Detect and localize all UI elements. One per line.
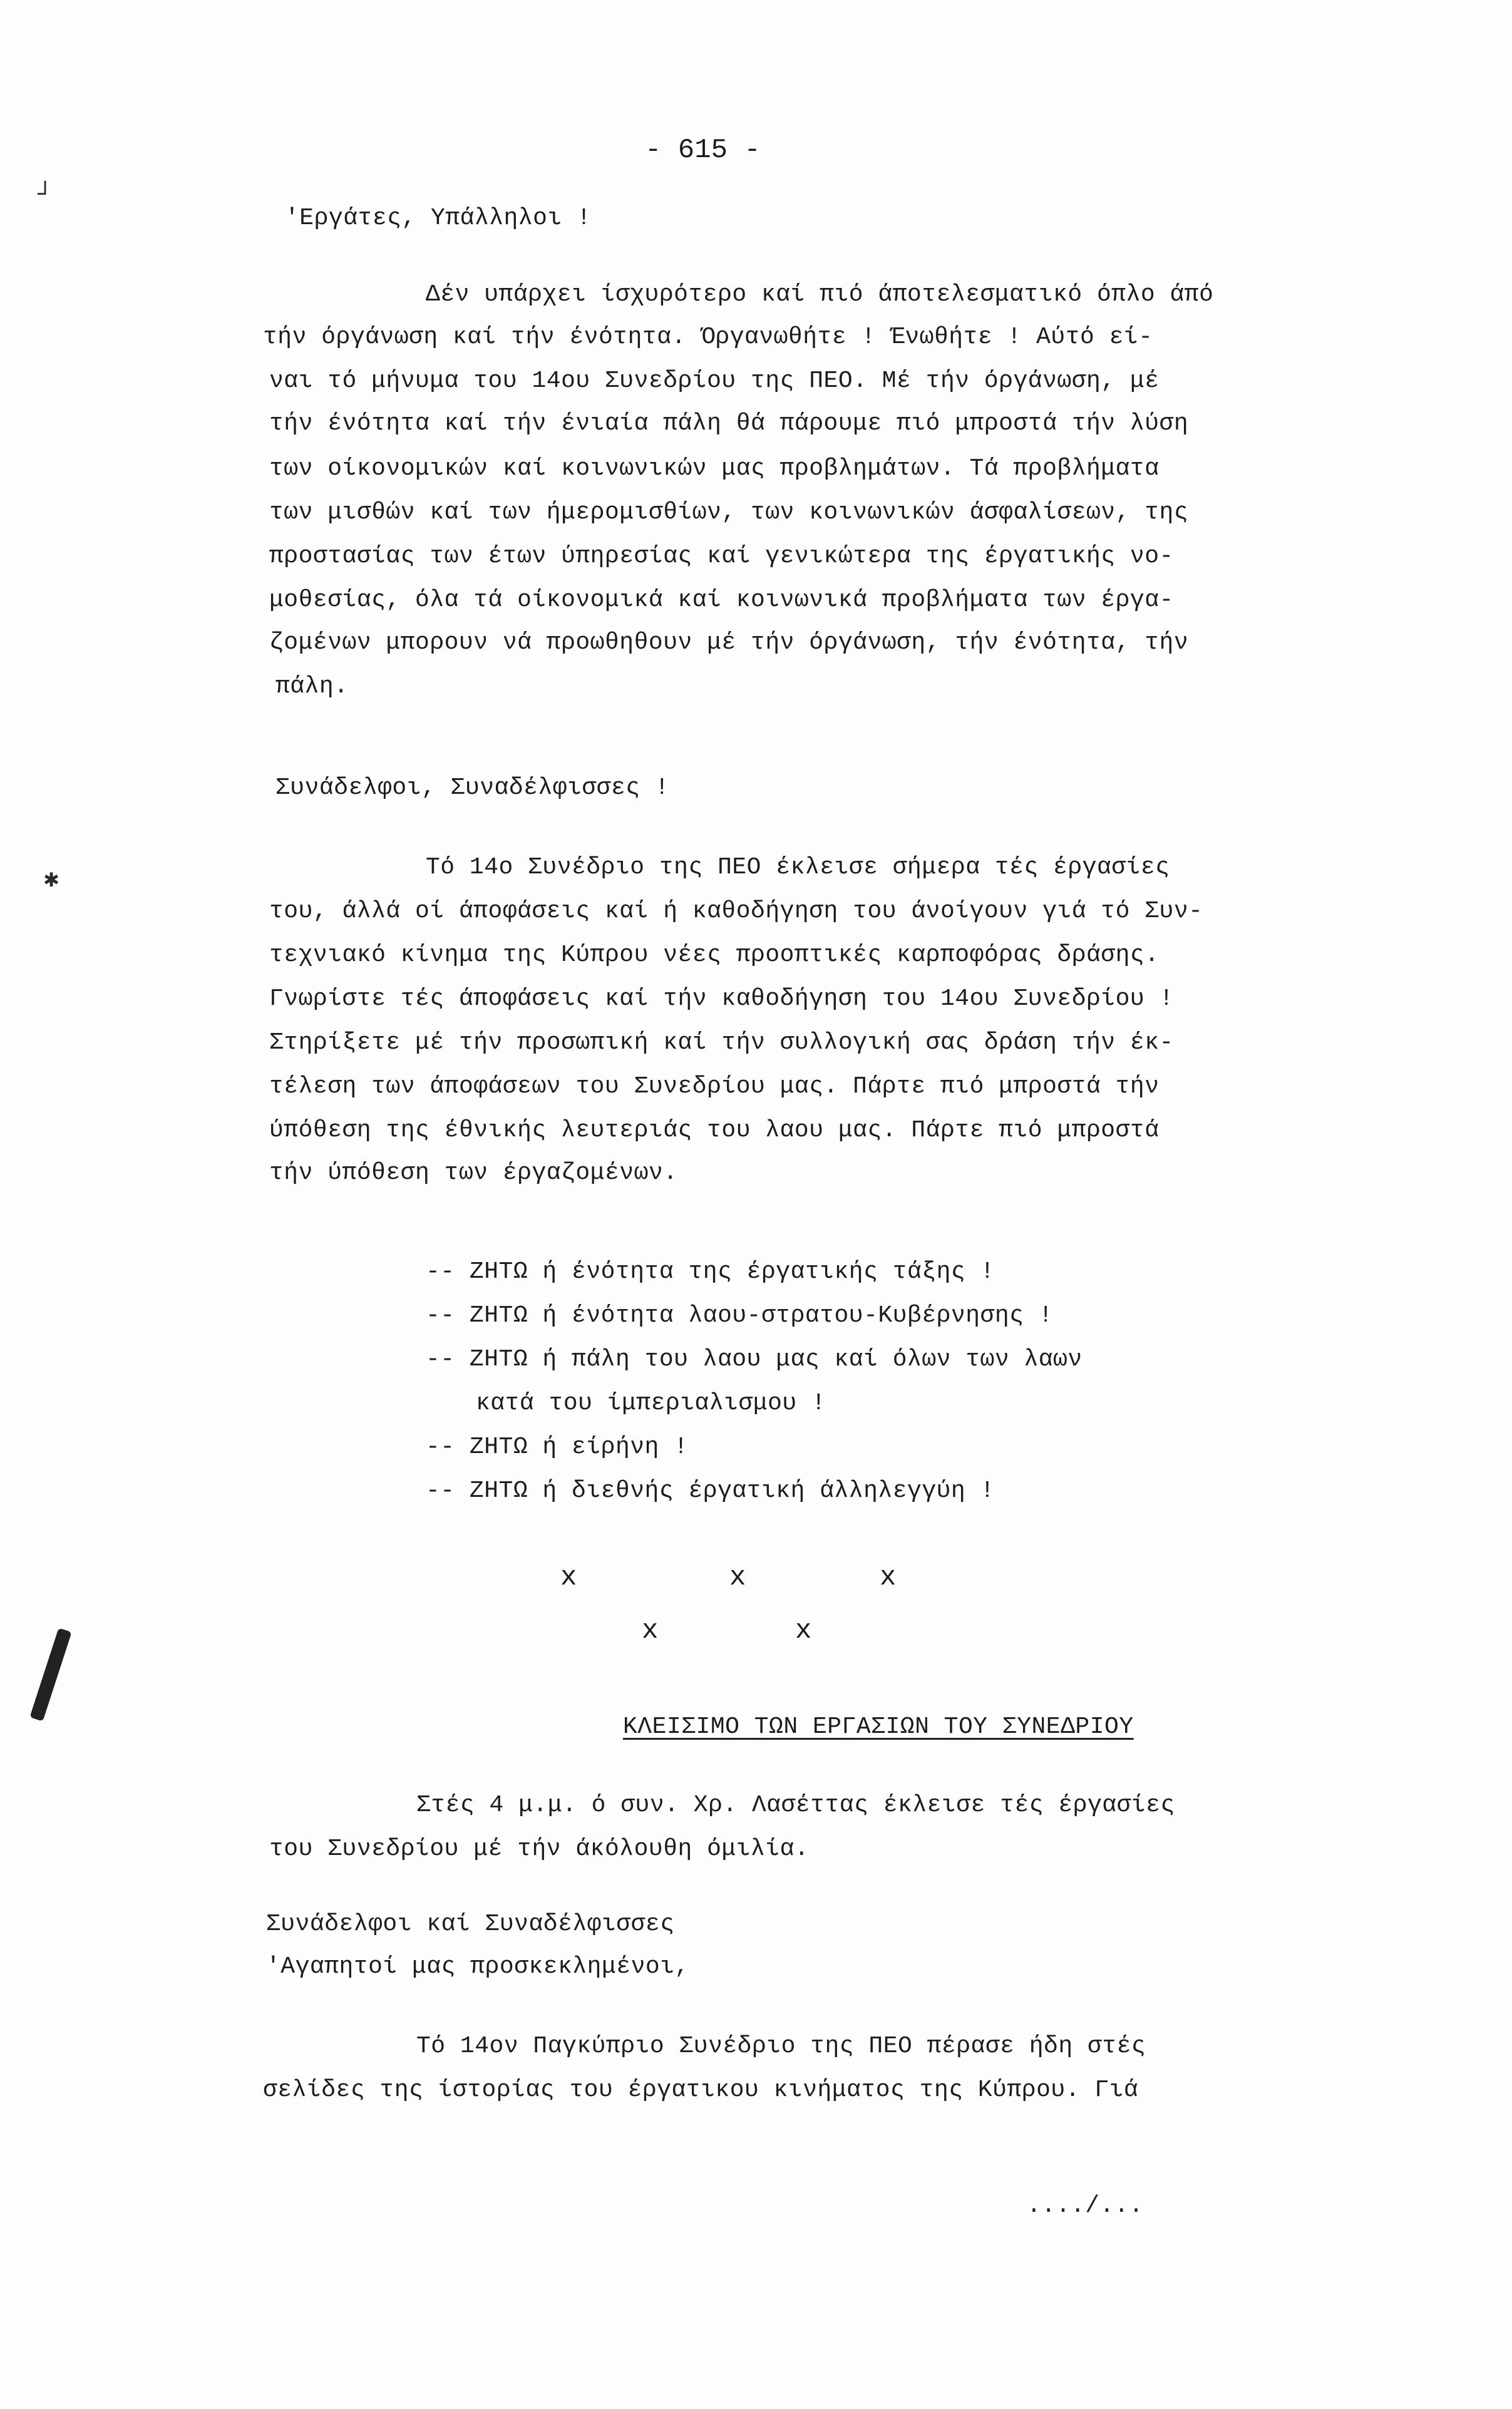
- closing-line: του Συνεδρίου μέ τήν άκόλουθη όμιλία.: [269, 1836, 810, 1862]
- closing-line: Στές 4 μ.μ. ό συν. Χρ. Λασέττας έκλεισε τές έργασίες: [416, 1792, 1175, 1819]
- closing-line: Τό 14ον Παγκύπριο Συνέδριο της ΠΕΟ πέρασε ήδη στές: [416, 2033, 1146, 2060]
- slogan-line: -- ΖΗΤΩ ή ένότητα λαου-στρατου-Κυβέρνησης !: [426, 1302, 1054, 1329]
- body-line: τήν ύπόθεση των έργαζομένων.: [269, 1159, 678, 1186]
- slogan-line: -- ΖΗΤΩ ή διεθνής έργατική άλληλεγγύη !: [426, 1477, 995, 1504]
- body-line: του, άλλά οί άποφάσεις καί ή καθοδήγηση του άνοίγουν γιά τό Συν-: [269, 898, 1203, 925]
- body-line: πάλη.: [275, 673, 349, 700]
- body-line: Γνωρίστε τές άποφάσεις καί τήν καθοδήγηση του 14ου Συνεδρίου !: [269, 985, 1174, 1012]
- slogan-line: -- ΖΗΤΩ ή ένότητα της έργατικής τάξης !: [426, 1258, 995, 1285]
- margin-mark: ✱: [44, 866, 59, 895]
- body-line: των μισθών καί των ήμερομισθίων, των κοινωνικών άσφαλίσεων, της: [269, 499, 1189, 526]
- closing-line: Συνάδελφοι καί Συναδέλφισσες: [266, 1911, 675, 1938]
- margin-mark: ┘: [38, 182, 53, 210]
- separator-mark: x: [880, 1562, 897, 1593]
- body-line: τήν ένότητα καί τήν ένιαία πάλη θά πάρουμε πιό μπροστά τήν λύση: [269, 410, 1189, 437]
- body-line: Στηρίξετε μέ τήν προσωπική καί τήν συλλογική σας δράση τήν έκ-: [269, 1029, 1174, 1056]
- closing-line: 'Αγαπητοί μας προσκεκλημένοι,: [266, 1953, 689, 1980]
- page-number: - 615 -: [645, 135, 761, 166]
- body-line: 'Εργάτες, Υπάλληλοι !: [285, 205, 592, 232]
- section-heading: ΚΛΕΙΣΙΜΟ ΤΩΝ ΕΡΓΑΣΙΩΝ ΤΟΥ ΣΥΝΕΔΡΙΟΥ: [623, 1713, 1134, 1740]
- continuation-mark: ..../...: [1027, 2192, 1144, 2219]
- body-line: ύπόθεση της έθνικής λευτεριάς του λαου μας. Πάρτε πιό μπροστά: [269, 1117, 1160, 1144]
- closing-line: σελίδες της ίστορίας του έργατικου κινήματος της Κύπρου. Γιά: [263, 2077, 1139, 2103]
- slogan-line: -- ΖΗΤΩ ή πάλη του λαου μας καί όλων των λαων: [426, 1346, 1083, 1373]
- separator-mark: x: [729, 1562, 746, 1593]
- body-line: ναι τό μήνυμα του 14ου Συνεδρίου της ΠΕΟ. Μέ τήν όργάνωση, μέ: [269, 367, 1160, 394]
- body-line: τεχνιακό κίνημα της Κύπρου νέες προοπτικές καρποφόρας δράσης.: [269, 942, 1160, 968]
- body-line: τήν όργάνωση καί τήν ένότητα. Όργανωθήτε ! Ένωθήτε ! Αύτό εί-: [263, 324, 1153, 351]
- body-line: Τό 14ο Συνέδριο της ΠΕΟ έκλεισε σήμερα τές έργασίες: [426, 854, 1170, 881]
- slogan-line: κατά του ίμπεριαλισμου !: [476, 1390, 826, 1417]
- margin-bar: [29, 1628, 71, 1721]
- salutation: Συνάδελφοι, Συναδέλφισσες !: [275, 774, 670, 801]
- body-line: Δέν υπάρχει ίσχυρότερο καί πιό άποτελεσματικό όπλο άπό: [426, 281, 1214, 308]
- separator-mark: x: [642, 1615, 659, 1646]
- separator-mark: x: [560, 1562, 577, 1593]
- body-line: των οίκονομικών καί κοινωνικών μας προβλημάτων. Τά προβλήματα: [269, 455, 1160, 482]
- slogan-line: -- ΖΗΤΩ ή είρήνη !: [426, 1434, 689, 1461]
- separator-mark: x: [795, 1615, 812, 1646]
- body-line: μοθεσίας, όλα τά οίκονομικά καί κοινωνικά προβλήματα των έργα-: [269, 587, 1174, 614]
- body-line: ζομένων μπορουν νά προωθηθουν μέ τήν όργάνωση, τήν ένότητα, τήν: [269, 629, 1189, 656]
- body-line: τέλεση των άποφάσεων του Συνεδρίου μας. Πάρτε πιό μπροστά τήν: [269, 1073, 1160, 1100]
- body-line: προστασίας των έτων ύπηρεσίας καί γενικώτερα της έργατικής νο-: [269, 543, 1174, 570]
